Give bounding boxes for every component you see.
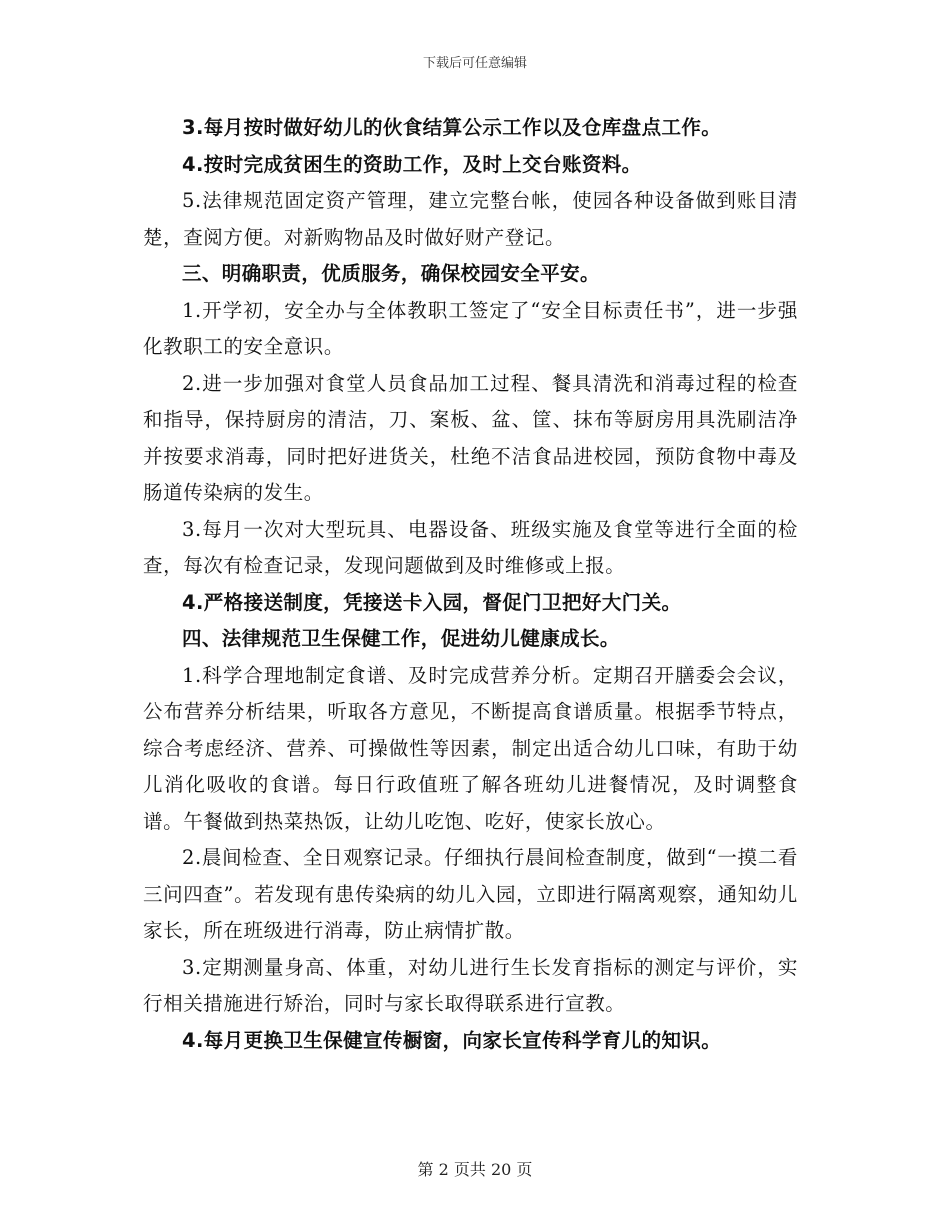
paragraph-1: 3.每月按时做好幼儿的伙食结算公示工作以及仓库盘点工作。 <box>182 116 722 139</box>
section-heading-3: 三、明确职责，优质服务，确保校园安全平安。 <box>182 262 600 285</box>
paragraph-11: 2.晨间检查、全日观察记录。仔细执行晨间检查制度，做到“一摸二看三问四查”。若发现有患传染病的幼儿入园，立即进行隔离观察，通知幼儿家长，所在班级进行消毒，防止病情扩散。 <box>143 846 798 942</box>
document-body <box>143 110 798 1059</box>
paragraph-8: 4.严格接送制度，凭接送卡入园，督促门卫把好大门关。 <box>182 590 682 614</box>
paragraph-10: 1.科学合理地制定食谱、及时完成营养分析。定期召开膳委会会议，公布营养分析结果，听取各方意见，不断提高食谱质量。根据季节特点，综合考虑经济、营养、可操做性等因素，制定出适合幼儿口味，有助于幼儿消化吸收的食谱。每日行政值班了解各班幼儿进餐情况，及时调整食谱。午餐做到热菜热饭，让幼儿吃饱、吃好，使家长放心。 <box>143 663 798 833</box>
page-footer: 第 2 页共 20 页 <box>417 1160 533 1179</box>
section-heading-4: 四、法律规范卫生保健工作，促进幼儿健康成长。 <box>182 627 620 650</box>
paragraph-6: 2.进一步加强对食堂人员食品加工过程、餐具清洗和消毒过程的检查和指导，保持厨房的清洁，刀、案板、盆、筐、抹布等厨房用具洗刷洁净并按要求消毒，同时把好进货关，杜绝不洁食品进校园，预防食物中毒及肠道传染病的发生。 <box>143 371 798 504</box>
paragraph-5: 1.开学初，安全办与全体教职工签定了“安全目标责任书”，进一步强化教职工的安全意识。 <box>143 298 798 358</box>
paragraph-12: 3.定期测量身高、体重，对幼儿进行生长发育指标的测定与评价，实行相关措施进行矫治，同时与家长取得联系进行宣教。 <box>143 955 798 1015</box>
paragraph-13: 4.每月更换卫生保健宣传橱窗，向家长宣传科学育儿的知识。 <box>182 1028 722 1052</box>
paragraph-7: 3.每月一次对大型玩具、电器设备、班级实施及食堂等进行全面的检查，每次有检查记录，发现问题做到及时维修或上报。 <box>143 517 798 577</box>
paragraph-2: 4.按时完成贫困生的资助工作，及时上交台账资料。 <box>182 152 642 176</box>
page-header: 下载后可任意编辑 <box>422 56 527 71</box>
paragraph-3: 5.法律规范固定资产管理，建立完整台帐，使园各种设备做到账目清楚，查阅方便。对新购物品及时做好财产登记。 <box>143 189 798 249</box>
